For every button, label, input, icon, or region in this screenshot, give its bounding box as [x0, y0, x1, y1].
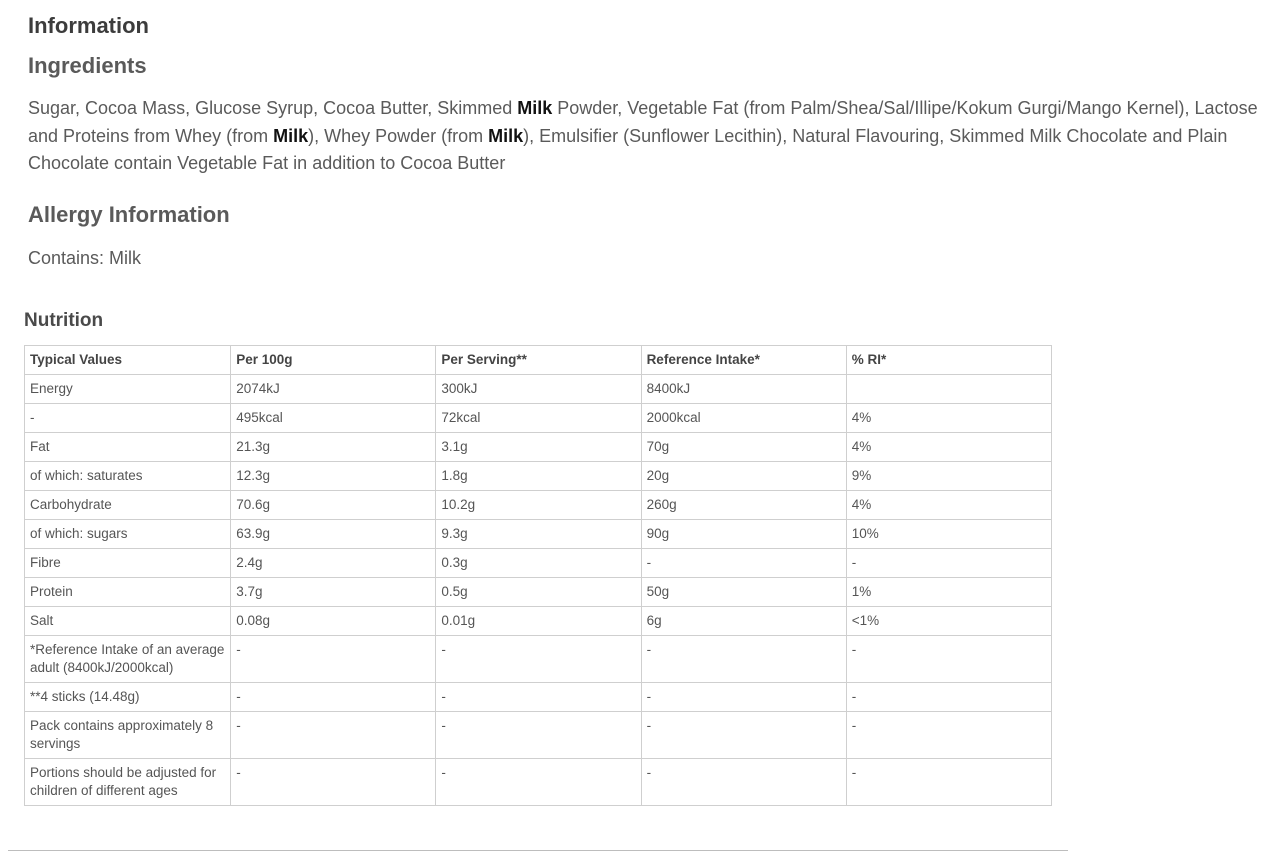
cell-percent-ri: -: [846, 636, 1051, 683]
cell-reference-intake: 90g: [641, 520, 846, 549]
ingredients-heading: Ingredients: [28, 53, 147, 78]
cell-per-serving: -: [436, 759, 641, 806]
cell-typical-value: Protein: [25, 578, 231, 607]
cell-reference-intake: 260g: [641, 491, 846, 520]
cell-per-100g: 12.3g: [231, 462, 436, 491]
header-reference-intake: Reference Intake*: [641, 346, 846, 375]
cell-percent-ri: -: [846, 549, 1051, 578]
cell-typical-value: Pack contains approximately 8 servings: [25, 712, 231, 759]
cell-per-serving: 3.1g: [436, 433, 641, 462]
header-per-100g: Per 100g: [231, 346, 436, 375]
cell-per-serving: 0.5g: [436, 578, 641, 607]
information-heading: Information: [28, 13, 149, 38]
cell-percent-ri: 4%: [846, 433, 1051, 462]
ingredients-segment: ), Emulsifier (Sunflower Lecithin), Natural Flavouring, Skimmed Milk Chocolate and Plain Chocolate contain Vegetable Fat in addition to Cocoa Butter: [28, 125, 1228, 173]
table-row: [25, 607, 1052, 636]
cell-reference-intake: 8400kJ: [641, 375, 846, 404]
nutrition-heading: Nutrition: [24, 310, 104, 331]
cell-per-100g: 0.08g: [231, 607, 436, 636]
header-percent-ri: % RI*: [846, 346, 1051, 375]
table-row: [25, 549, 1052, 578]
table-row: [25, 404, 1052, 433]
cell-reference-intake: 50g: [641, 578, 846, 607]
cell-per-100g: 2074kJ: [231, 375, 436, 404]
cell-per-100g: 63.9g: [231, 520, 436, 549]
allergen-highlight: Milk: [488, 125, 524, 146]
cell-percent-ri: 4%: [846, 491, 1051, 520]
cell-per-serving: 300kJ: [436, 375, 641, 404]
cell-per-serving: 1.8g: [436, 462, 641, 491]
cell-percent-ri: -: [846, 683, 1051, 712]
table-row: [25, 462, 1052, 491]
cell-typical-value: **4 sticks (14.48g): [25, 683, 231, 712]
table-row: [25, 375, 1052, 404]
cell-typical-value: Energy: [25, 375, 231, 404]
cell-per-serving: -: [436, 712, 641, 759]
allergy-heading: Allergy Information: [28, 202, 230, 227]
table-row: [25, 712, 1052, 759]
header-per-serving: Per Serving**: [436, 346, 641, 375]
nutrition-table: [24, 345, 1052, 806]
table-row: [25, 759, 1052, 806]
cell-typical-value: Fibre: [25, 549, 231, 578]
cell-per-100g: -: [231, 759, 436, 806]
cell-reference-intake: -: [641, 683, 846, 712]
table-row: [25, 578, 1052, 607]
ingredients-text: [28, 95, 1268, 178]
cell-per-100g: 3.7g: [231, 578, 436, 607]
cell-percent-ri: -: [846, 712, 1051, 759]
cell-percent-ri: -: [846, 759, 1051, 806]
cell-per-100g: 70.6g: [231, 491, 436, 520]
cell-per-100g: -: [231, 683, 436, 712]
cell-per-100g: 21.3g: [231, 433, 436, 462]
cell-per-100g: -: [231, 712, 436, 759]
ingredients-segment: Sugar, Cocoa Mass, Glucose Syrup, Cocoa Butter, Skimmed: [28, 98, 518, 118]
cell-percent-ri: 4%: [846, 404, 1051, 433]
cell-reference-intake: -: [641, 759, 846, 806]
cell-percent-ri: 1%: [846, 578, 1051, 607]
cell-percent-ri: <1%: [846, 607, 1051, 636]
cell-reference-intake: -: [641, 712, 846, 759]
ingredients-segment: ), Whey Powder (from: [308, 125, 489, 146]
cell-per-serving: 10.2g: [436, 491, 641, 520]
cell-per-serving: -: [436, 683, 641, 712]
cell-reference-intake: 70g: [641, 433, 846, 462]
table-row: [25, 636, 1052, 683]
cell-per-100g: 495kcal: [231, 404, 436, 433]
allergen-highlight: Milk: [273, 125, 309, 146]
ingredients-segment: Powder, Vegetable Fat (from Palm/Shea/Sal/Illipe/Kokum Gurgi/Mango Kernel), Lactose and Proteins from Whey (from: [28, 98, 1258, 146]
cell-typical-value: Fat: [25, 433, 231, 462]
cell-typical-value: Portions should be adjusted for children of different ages: [25, 759, 231, 806]
cell-percent-ri: 10%: [846, 520, 1051, 549]
cell-percent-ri: [846, 375, 1051, 404]
cell-typical-value: *Reference Intake of an average adult (8400kJ/2000kcal): [25, 636, 231, 683]
nutrition-header-row: [25, 346, 1052, 375]
allergen-highlight: Milk: [517, 98, 553, 118]
cell-per-serving: 9.3g: [436, 520, 641, 549]
cell-typical-value: Salt: [25, 607, 231, 636]
cell-per-serving: -: [436, 636, 641, 683]
header-typical-values: Typical Values: [25, 346, 231, 375]
cell-per-serving: 0.01g: [436, 607, 641, 636]
cell-typical-value: of which: sugars: [25, 520, 231, 549]
cell-per-serving: 72kcal: [436, 404, 641, 433]
cell-reference-intake: 6g: [641, 607, 846, 636]
table-row: [25, 491, 1052, 520]
cell-typical-value: Carbohydrate: [25, 491, 231, 520]
cell-reference-intake: 2000kcal: [641, 404, 846, 433]
nutrition-table-body: [25, 375, 1052, 806]
cell-typical-value: of which: saturates: [25, 462, 231, 491]
table-row: [25, 683, 1052, 712]
allergy-text: Contains: Milk: [28, 248, 142, 268]
cell-reference-intake: -: [641, 549, 846, 578]
table-row: [25, 520, 1052, 549]
cell-typical-value: -: [25, 404, 231, 433]
cell-percent-ri: 9%: [846, 462, 1051, 491]
cell-per-serving: 0.3g: [436, 549, 641, 578]
cell-per-100g: 2.4g: [231, 549, 436, 578]
divider: [8, 850, 1068, 851]
cell-per-100g: -: [231, 636, 436, 683]
cell-reference-intake: -: [641, 636, 846, 683]
table-row: [25, 433, 1052, 462]
cell-reference-intake: 20g: [641, 462, 846, 491]
